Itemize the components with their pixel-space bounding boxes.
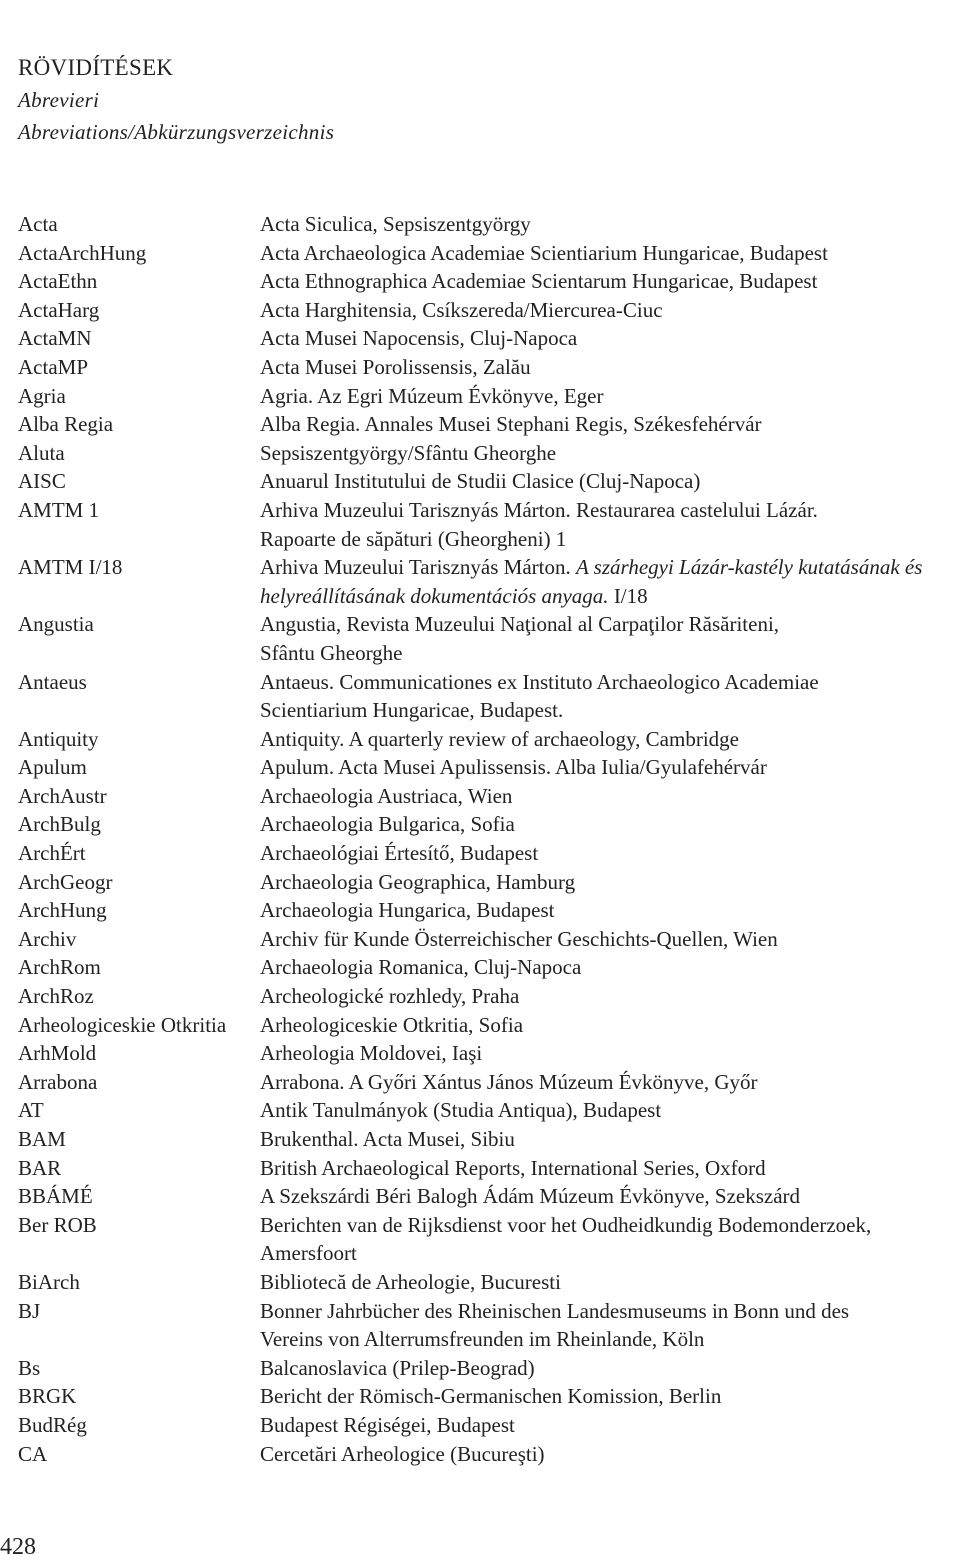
definition-text: Arhiva Muzeului Tarisznyás Márton. bbox=[260, 555, 576, 580]
abbreviation: ActaMN bbox=[18, 326, 92, 351]
definition: Archaeologia Hungarica, Budapest bbox=[260, 898, 555, 923]
list-item bbox=[18, 953, 948, 982]
definition-italic-title: A szárhegyi Lázár-kastély kutatásának és helyreállításának dokumentációs anyaga. bbox=[260, 555, 923, 608]
abbreviation: AISC bbox=[18, 469, 66, 494]
list-item bbox=[18, 839, 948, 868]
list-item bbox=[18, 1382, 948, 1411]
list-item bbox=[18, 810, 948, 839]
definition: Agria. Az Egri Múzeum Évkönyve, Eger bbox=[260, 383, 604, 408]
definition bbox=[260, 553, 948, 610]
definition: Cercetări Arheologice (Bucureşti) bbox=[260, 1441, 545, 1466]
abbreviation: ArchRoz bbox=[18, 984, 94, 1009]
abbreviation: AMTM 1 bbox=[18, 497, 100, 522]
abbreviation: AT bbox=[18, 1098, 44, 1123]
definition: Archaeologia Bulgarica, Sofia bbox=[260, 812, 515, 837]
definition: Anuarul Institutului de Studii Clasice (Cluj-Napoca) bbox=[260, 469, 701, 494]
abbreviation: BudRég bbox=[18, 1412, 87, 1437]
subtitle-romanian: Abrevieri bbox=[18, 88, 100, 112]
definition: Antik Tanulmányok (Studia Antiqua), Budapest bbox=[260, 1098, 662, 1123]
definition: Archaeológiai Értesítő, Budapest bbox=[260, 841, 539, 866]
definition: Acta Siculica, Sepsiszentgyörgy bbox=[260, 212, 531, 236]
abbreviation: CA bbox=[18, 1441, 48, 1466]
definition: Alba Regia. Annales Musei Stephani Regis, Székesfehérvár bbox=[260, 412, 762, 437]
abbreviation: Alba Regia bbox=[18, 412, 114, 437]
list-item bbox=[18, 239, 948, 268]
definition: Bericht der Römisch-Germanischen Komission, Berlin bbox=[260, 1384, 722, 1409]
abbreviation: ActaHarg bbox=[18, 297, 100, 322]
abbreviation: AMTM I/18 bbox=[18, 555, 123, 580]
abbreviation: ArchRom bbox=[18, 955, 101, 980]
abbreviation: Ber ROB bbox=[18, 1212, 97, 1237]
definition: Bonner Jahrbücher des Rheinischen Landesmuseums in Bonn und des Vereins von Alterrumsfreunden im Rheinlande, Köln bbox=[260, 1298, 850, 1352]
list-item bbox=[18, 610, 948, 667]
abbreviation: BAM bbox=[18, 1127, 66, 1151]
definition: Archaeologia Romanica, Cluj-Napoca bbox=[260, 955, 582, 980]
subtitle-english-german: Abreviations/Abkürzungsverzeichnis bbox=[18, 120, 335, 144]
abbreviation: Angustia bbox=[18, 612, 94, 637]
definition: Acta Musei Napocensis, Cluj-Napoca bbox=[260, 326, 578, 351]
definition: Antiquity. A quarterly review of archaeology, Cambridge bbox=[260, 726, 739, 751]
list-item bbox=[18, 668, 948, 725]
definition: Sepsiszentgyörgy/Sfântu Gheorghe bbox=[260, 440, 557, 465]
abbreviation: BRGK bbox=[18, 1384, 77, 1409]
abbreviation: ArchAustr bbox=[18, 783, 107, 808]
list-item bbox=[18, 1039, 948, 1068]
abbreviation: BJ bbox=[18, 1298, 41, 1323]
definition: Acta Harghitensia, Csíkszereda/Miercurea-Ciuc bbox=[260, 297, 663, 322]
list-item bbox=[18, 267, 948, 296]
list-item bbox=[18, 1297, 948, 1354]
abbreviation: Bs bbox=[18, 1355, 41, 1380]
definition: Apulum. Acta Musei Apulissensis. Alba Iulia/Gyulafehérvár bbox=[260, 755, 767, 780]
definition: Archaeologia Austriaca, Wien bbox=[260, 783, 513, 808]
list-item bbox=[18, 324, 948, 353]
abbreviation: BBÁMÉ bbox=[18, 1184, 93, 1209]
list-item bbox=[18, 1011, 948, 1040]
list-item bbox=[18, 1354, 948, 1383]
list-item bbox=[18, 1154, 948, 1183]
definition: Balcanoslavica (Prilep-Beograd) bbox=[260, 1355, 535, 1380]
list-item bbox=[18, 410, 948, 439]
definition: Antaeus. Communicationes ex Instituto Archaeologico Academiae Scientiarium Hungaricae, Budapest. bbox=[260, 669, 819, 723]
abbreviation: Arrabona bbox=[18, 1069, 98, 1094]
list-item bbox=[18, 296, 948, 325]
list-item bbox=[18, 925, 948, 954]
abbreviation: ArchÉrt bbox=[18, 841, 86, 866]
page-title: RÖVIDÍTÉSEK bbox=[18, 55, 174, 80]
abbreviation: ActaEthn bbox=[18, 269, 98, 294]
list-item bbox=[18, 467, 948, 496]
list-item bbox=[18, 1068, 948, 1097]
list-item bbox=[18, 896, 948, 925]
definition: Acta Archaeologica Academiae Scientiarium Hungaricae, Budapest bbox=[260, 240, 828, 265]
definition: Angustia, Revista Muzeului Naţional al Carpaţilor Răsăriteni, Sfântu Gheorghe bbox=[260, 612, 780, 665]
abbreviation-list bbox=[18, 210, 948, 1468]
list-item bbox=[18, 1096, 948, 1125]
definition: Acta Musei Porolissensis, Zalău bbox=[260, 354, 531, 379]
definition: A Szekszárdi Béri Balogh Ádám Múzeum Évkönyve, Szekszárd bbox=[260, 1184, 801, 1209]
definition: Arheologia Moldovei, Iaşi bbox=[260, 1041, 483, 1066]
list-item bbox=[18, 1125, 948, 1154]
definition: Berichten van de Rijksdienst voor het Oudheidkundig Bodemonderzoek, Amersfoort bbox=[260, 1212, 872, 1266]
abbreviation: ArchHung bbox=[18, 898, 107, 923]
definition: Acta Ethnographica Academiae Scientarum Hungaricae, Budapest bbox=[260, 269, 818, 294]
definition: Archiv für Kunde Österreichischer Geschichts-Quellen, Wien bbox=[260, 926, 778, 951]
definition: Brukenthal. Acta Musei, Sibiu bbox=[260, 1127, 515, 1151]
abbreviation: ArchBulg bbox=[18, 812, 101, 837]
definition-tail: I/18 bbox=[608, 583, 648, 608]
abbreviation: Apulum bbox=[18, 755, 87, 780]
list-item bbox=[18, 725, 948, 754]
abbreviation: ArhMold bbox=[18, 1041, 97, 1066]
definition: Archaeologia Geographica, Hamburg bbox=[260, 869, 576, 894]
page-heading bbox=[18, 52, 334, 148]
abbreviation: Antaeus bbox=[18, 669, 87, 694]
definition: Archeologické rozhledy, Praha bbox=[260, 984, 520, 1009]
list-item bbox=[18, 210, 948, 239]
abbreviation: BAR bbox=[18, 1155, 62, 1180]
abbreviation: ActaArchHung bbox=[18, 240, 147, 265]
list-item bbox=[18, 353, 948, 382]
abbreviation: BiArch bbox=[18, 1269, 80, 1294]
list-item bbox=[18, 868, 948, 897]
list-item bbox=[18, 1182, 948, 1211]
list-item bbox=[18, 782, 948, 811]
list-item bbox=[18, 553, 948, 610]
definition: Arheologiceskie Otkritia, Sofia bbox=[260, 1012, 524, 1037]
list-item bbox=[18, 496, 948, 553]
abbreviation: Archiv bbox=[18, 926, 77, 951]
definition: British Archaeological Reports, International Series, Oxford bbox=[260, 1155, 766, 1180]
list-item bbox=[18, 382, 948, 411]
abbreviation: ArchGeogr bbox=[18, 869, 113, 894]
list-item bbox=[18, 439, 948, 468]
page-number: 428 bbox=[0, 1534, 36, 1560]
list-item bbox=[18, 1440, 948, 1469]
definition: Bibliotecă de Arheologie, Bucuresti bbox=[260, 1269, 561, 1294]
definition: Arhiva Muzeului Tarisznyás Márton. Restaurarea castelului Lázár. Rapoarte de săpături (Gheorgheni) 1 bbox=[260, 497, 818, 551]
abbreviation: Acta bbox=[18, 212, 58, 236]
list-item bbox=[18, 982, 948, 1011]
abbreviation: Arheologiceskie Otkritia bbox=[18, 1012, 227, 1037]
list-item bbox=[18, 1268, 948, 1297]
list-item bbox=[18, 753, 948, 782]
abbreviation: Aluta bbox=[18, 440, 65, 465]
abbreviation: ActaMP bbox=[18, 354, 88, 379]
definition: Arrabona. A Győri Xántus János Múzeum Évkönyve, Győr bbox=[260, 1069, 758, 1094]
abbreviation: Agria bbox=[18, 383, 66, 408]
definition: Budapest Régiségei, Budapest bbox=[260, 1412, 515, 1437]
abbreviation: Antiquity bbox=[18, 726, 99, 751]
list-item bbox=[18, 1211, 948, 1268]
list-item bbox=[18, 1411, 948, 1440]
